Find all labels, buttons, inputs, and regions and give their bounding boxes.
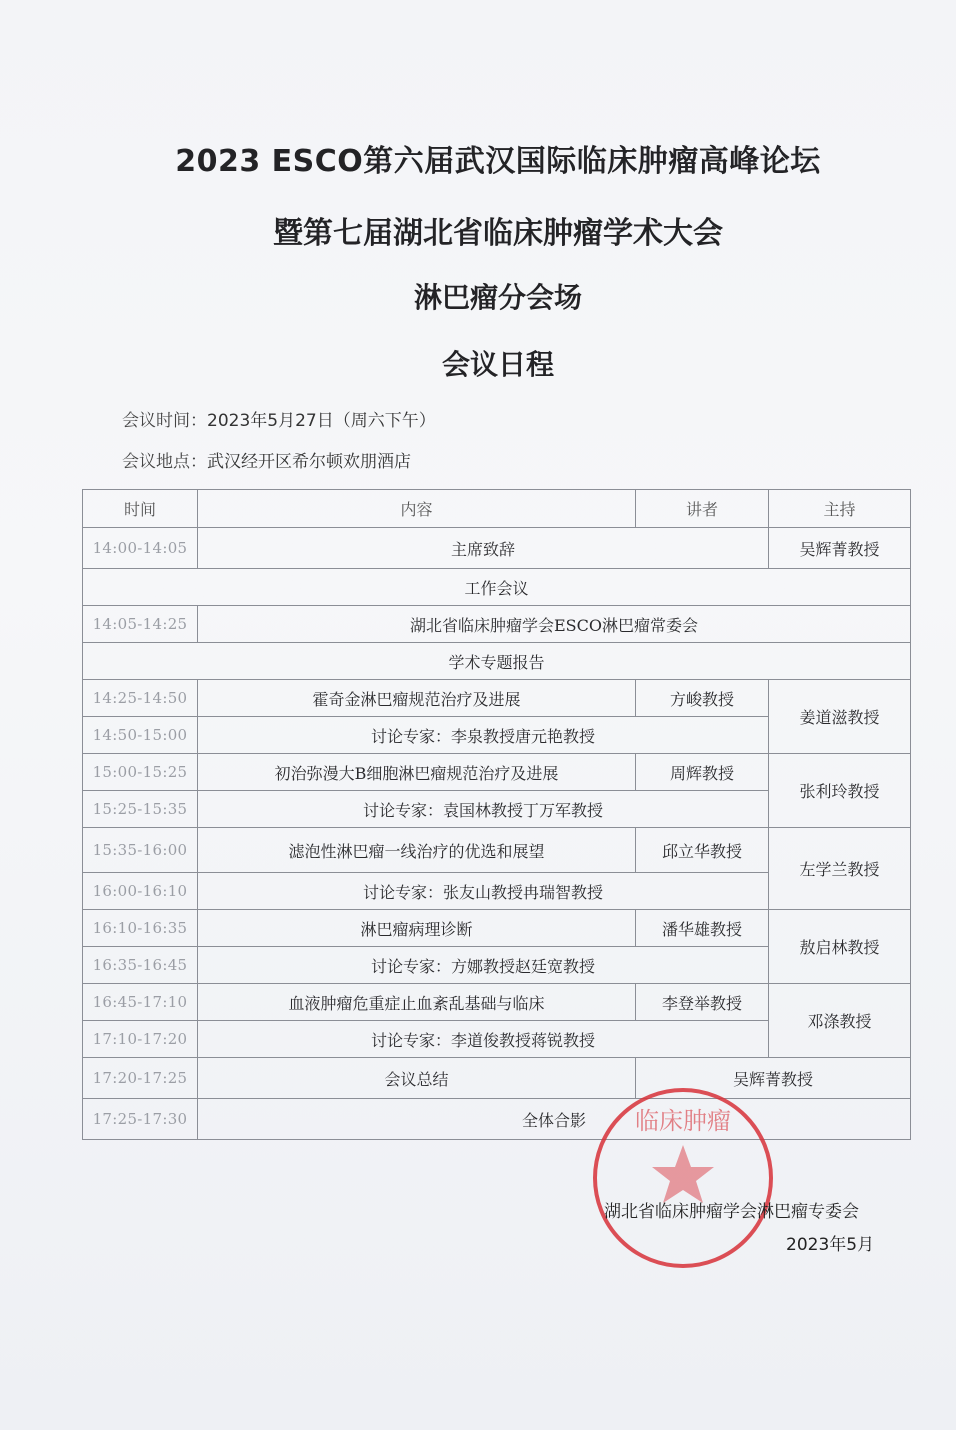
schedule-table [82,489,911,1140]
row-speaker: 周辉教授 [636,754,769,791]
meeting-place [122,447,411,472]
row-time: 15:00-15:25 [83,754,198,791]
row-content: 淋巴瘤病理诊断 [198,910,636,947]
row-content: 滤泡性淋巴瘤一线治疗的优选和展望 [198,828,636,873]
svg-text:临床肿瘤: 临床肿瘤 [635,1107,731,1135]
header-time: 时间 [83,490,198,528]
row-speaker: 吴辉菁教授 [636,1058,911,1099]
table-row [83,984,911,1021]
row-content: 讨论专家：张友山教授冉瑞智教授 [198,873,769,910]
table-row [83,1058,911,1099]
row-speaker: 方峻教授 [636,680,769,717]
official-seal-icon [588,1083,778,1273]
row-content: 讨论专家：李道俊教授蒋锐教授 [198,1021,769,1058]
row-time: 16:10-16:35 [83,910,198,947]
header-content: 内容 [198,490,636,528]
table-row [83,754,911,791]
row-time: 16:35-16:45 [83,947,198,984]
header-host: 主持 [769,490,911,528]
row-time: 16:45-17:10 [83,984,198,1021]
table-row [83,828,911,873]
row-time: 17:10-17:20 [83,1021,198,1058]
table-row [83,528,911,569]
header-speaker: 讲者 [636,490,769,528]
row-host: 姜道滋教授 [769,680,911,754]
row-host: 吴辉菁教授 [769,528,911,569]
row-speaker: 潘华雄教授 [636,910,769,947]
row-time: 14:50-15:00 [83,717,198,754]
section-title: 工作会议 [83,569,911,606]
row-time: 14:05-14:25 [83,606,198,643]
row-time: 15:35-16:00 [83,828,198,873]
session-title: 淋巴瘤分会场 [413,281,582,314]
row-time: 14:00-14:05 [83,528,198,569]
meeting-time-value: 2023年5月27日（周六下午） [207,411,436,431]
agenda-title: 会议日程 [441,348,554,381]
row-host: 邓涤教授 [769,984,911,1058]
table-row [83,1099,911,1140]
row-time: 17:20-17:25 [83,1058,198,1099]
row-time: 16:00-16:10 [83,873,198,910]
section-title: 学术专题报告 [83,643,911,680]
row-content: 会议总结 [198,1058,636,1099]
row-host: 敖启林教授 [769,910,911,984]
row-content: 湖北省临床肿瘤学会ESCO淋巴瘤常委会 [198,606,911,643]
meeting-time [122,406,436,431]
table-row [83,910,911,947]
row-speaker: 李登举教授 [636,984,769,1021]
section-row [83,569,911,606]
row-content: 全体合影 [198,1099,911,1140]
row-content: 血液肿瘤危重症止血紊乱基础与临床 [198,984,636,1021]
section-row [83,643,911,680]
table-header-row [83,490,911,528]
row-content: 初治弥漫大B细胞淋巴瘤规范治疗及进展 [198,754,636,791]
sub-title: 暨第七届湖北省临床肿瘤学术大会 [273,216,723,251]
meeting-place-label: 会议地点： [122,452,207,472]
main-title: 2023 ESCO第六届武汉国际临床肿瘤高峰论坛 [175,144,821,179]
row-time: 17:25-17:30 [83,1099,198,1140]
signature-org: 湖北省临床肿瘤学会淋巴瘤专委会 [604,1202,859,1222]
row-time: 15:25-15:35 [83,791,198,828]
row-host: 张利玲教授 [769,754,911,828]
signature-date: 2023年5月 [786,1235,875,1255]
table-row [83,680,911,717]
row-content: 主席致辞 [198,528,769,569]
table-row [83,606,911,643]
row-host: 左学兰教授 [769,828,911,910]
row-content: 讨论专家：方娜教授赵廷宽教授 [198,947,769,984]
row-content: 讨论专家：袁国林教授丁万军教授 [198,791,769,828]
row-time: 14:25-14:50 [83,680,198,717]
meeting-time-label: 会议时间： [122,411,207,431]
row-speaker: 邱立华教授 [636,828,769,873]
meeting-place-value: 武汉经开区希尔顿欢朋酒店 [207,452,411,472]
row-content: 霍奇金淋巴瘤规范治疗及进展 [198,680,636,717]
row-content: 讨论专家：李泉教授唐元艳教授 [198,717,769,754]
